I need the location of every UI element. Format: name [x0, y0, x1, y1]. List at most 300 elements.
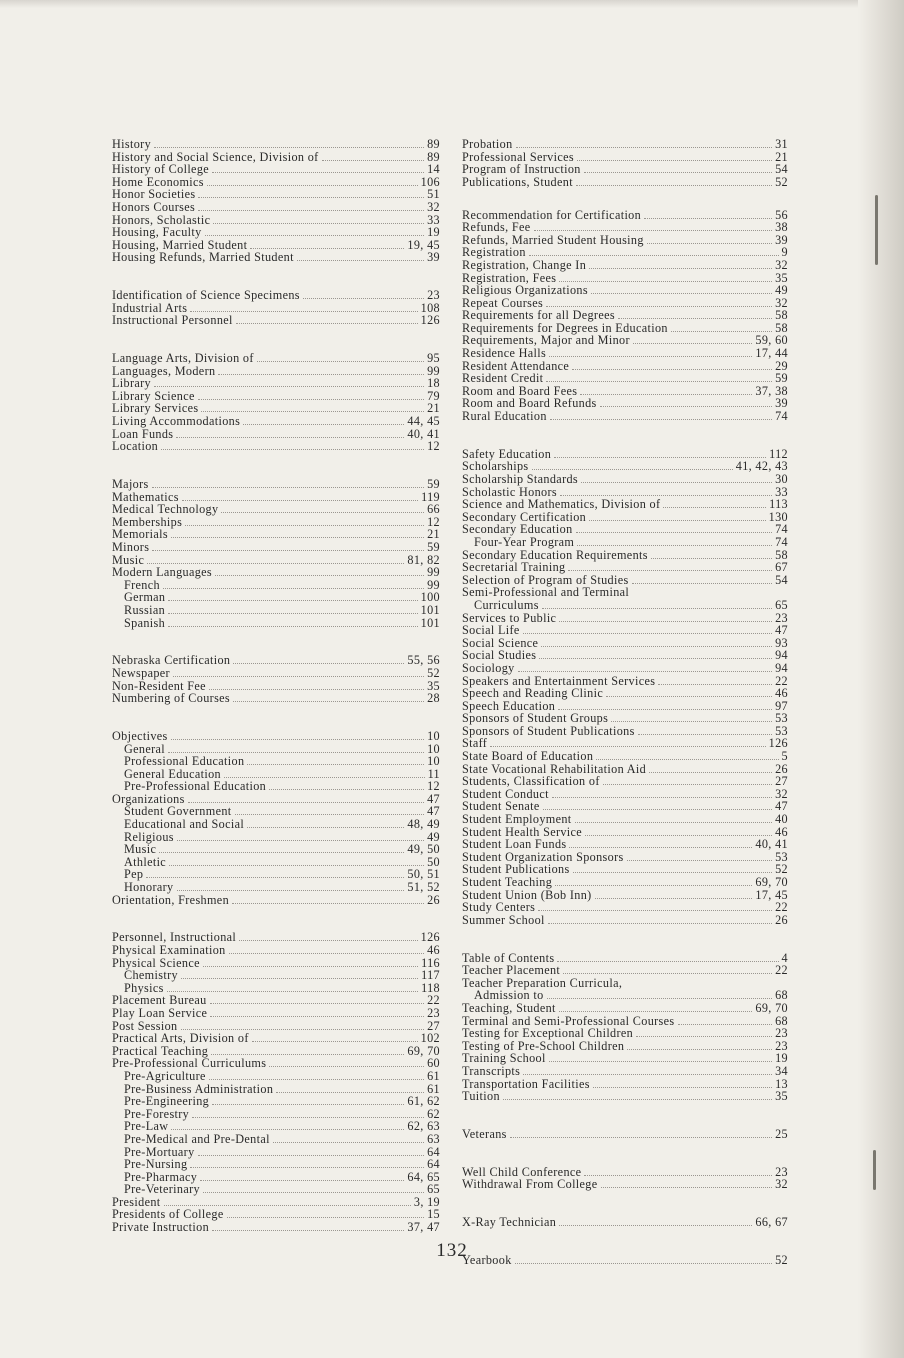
index-term: Transcripts: [462, 1063, 521, 1078]
index-term: Student Employment: [462, 812, 572, 827]
index-term: Organizations: [112, 791, 185, 806]
dot-leader: [207, 177, 418, 186]
dot-leader: [516, 139, 773, 148]
page-reference: 41, 42, 43: [735, 459, 788, 474]
page-reference: 95: [427, 351, 440, 366]
dot-leader: [585, 827, 772, 836]
index-term: Honorary: [124, 880, 174, 895]
dot-leader: [159, 844, 404, 853]
dot-leader: [554, 449, 766, 458]
index-subentry: [112, 969, 440, 982]
page-reference: 32: [775, 257, 788, 272]
index-entry: [112, 138, 440, 151]
dot-leader: [632, 575, 773, 584]
index-term: Scholarships: [462, 459, 529, 474]
dot-leader: [169, 857, 424, 866]
dot-leader: [198, 189, 424, 198]
page-reference: 37, 47: [407, 1220, 440, 1235]
index-term: Rural Education: [462, 409, 547, 424]
index-term: Non-Resident Fee: [112, 678, 206, 693]
page-reference: 65: [775, 597, 788, 612]
dot-leader: [589, 260, 772, 269]
section-gap: [112, 906, 440, 931]
page-reference: 9: [781, 245, 788, 260]
dot-leader: [591, 285, 772, 294]
index-entry: [112, 1007, 440, 1020]
index-term: Sociology: [462, 660, 515, 675]
page-reference: 99: [427, 577, 440, 592]
index-entry: [462, 1065, 788, 1078]
index-term: Private Instruction: [112, 1220, 210, 1235]
index-term: State Vocational Rehabilitation Aid: [462, 761, 647, 776]
page-reference: 99: [427, 565, 440, 580]
page-reference: 69, 70: [755, 1000, 788, 1015]
page-reference: 113: [769, 497, 788, 512]
dot-leader: [603, 776, 772, 785]
index-term: Loan Funds: [112, 426, 174, 441]
page-reference: 11: [427, 766, 440, 781]
page-reference: 19, 45: [407, 237, 440, 252]
index-term: Nebraska Certification: [112, 653, 231, 668]
index-term: Social Studies: [462, 648, 537, 663]
index-entry: [462, 813, 788, 826]
index-entry: [112, 365, 440, 378]
index-term: Library: [112, 376, 151, 391]
index-term: President: [112, 1194, 161, 1209]
page-reference: 44, 45: [407, 414, 440, 429]
index-term: Identification of Science Specimens: [112, 288, 300, 303]
index-entry: [112, 251, 440, 264]
dot-leader: [198, 202, 424, 211]
index-term: Student Health Service: [462, 824, 583, 839]
dot-leader: [581, 474, 772, 483]
page-reference: 33: [427, 212, 440, 227]
dot-leader: [572, 361, 772, 370]
page-reference: 94: [775, 648, 788, 663]
index-entry: [462, 138, 788, 151]
page-reference: 59, 60: [755, 333, 788, 348]
index-term: Student Publications: [462, 862, 570, 877]
index-term: Student Loan Funds: [462, 837, 567, 852]
page-reference: 12: [427, 779, 440, 794]
index-term: Home Economics: [112, 174, 204, 189]
page-reference: 56: [775, 207, 788, 222]
page-reference: 23: [775, 1164, 788, 1179]
page-reference: 59: [427, 477, 440, 492]
section-gap: [462, 188, 788, 208]
index-term: Study Centers: [462, 900, 536, 915]
dot-leader: [221, 504, 424, 513]
index-term: Play Loan Service: [112, 1005, 208, 1020]
section-gap: [462, 926, 788, 951]
index-term: Pre-Pharmacy: [124, 1169, 198, 1184]
dot-leader: [560, 487, 772, 496]
section-gap: [462, 1191, 788, 1216]
index-term: Student Union (Bob Inn): [462, 887, 592, 902]
index-entry: [112, 377, 440, 390]
dot-leader: [233, 655, 404, 664]
dot-leader: [573, 864, 773, 873]
page-reference: 17, 45: [755, 887, 788, 902]
page-reference: 5: [781, 749, 788, 764]
page-reference: 66, 67: [755, 1215, 788, 1230]
page-reference: 52: [775, 862, 788, 877]
page-reference: 19: [427, 225, 440, 240]
dot-leader: [215, 567, 424, 576]
index-term: Spanish: [124, 615, 166, 630]
dot-leader: [273, 1134, 424, 1143]
dot-leader: [555, 877, 752, 886]
index-term: Registration: [462, 245, 526, 260]
index-term: Registration, Fees: [462, 270, 557, 285]
page-reference: 39: [775, 232, 788, 247]
dot-leader: [269, 1058, 424, 1067]
index-entry: [112, 566, 440, 579]
index-term: Religious Organizations: [462, 283, 588, 298]
index-term: Testing for Exceptional Children: [462, 1026, 634, 1041]
page-reference: 31: [775, 137, 788, 151]
index-term: Terminal and Semi-Professional Courses: [462, 1013, 675, 1028]
page-reference: 17, 44: [755, 346, 788, 361]
page-reference: 27: [427, 1018, 440, 1033]
index-entry: [462, 624, 788, 637]
dot-leader: [212, 1222, 404, 1231]
page-reference: 52: [427, 665, 440, 680]
page-reference: 51: [427, 187, 440, 202]
index-entry: [112, 503, 440, 516]
index-term: Living Accommodations: [112, 414, 241, 429]
page-reference: 32: [775, 295, 788, 310]
dot-leader: [168, 592, 417, 601]
page-reference: 23: [427, 1005, 440, 1020]
page-reference: 35: [775, 1089, 788, 1104]
index-term: Chemistry: [124, 968, 178, 983]
index-entry: [112, 289, 440, 302]
dot-leader: [523, 1066, 772, 1075]
index-term: History: [112, 137, 152, 151]
index-term: Presidents of College: [112, 1207, 224, 1222]
page-reference: 23: [775, 1038, 788, 1053]
index-term: Recommendation for Certification: [462, 207, 642, 222]
page-reference: 18: [427, 376, 440, 391]
index-term: Teacher Preparation Curricula,: [462, 975, 623, 990]
index-subentry: [112, 617, 440, 630]
dot-leader: [636, 1028, 772, 1037]
index-term: Languages, Modern: [112, 363, 216, 378]
section-gap: [462, 1140, 788, 1165]
page-reference: 60: [427, 1056, 440, 1071]
page-reference: 26: [427, 892, 440, 907]
dot-leader: [534, 222, 773, 231]
page-reference: 22: [775, 900, 788, 915]
index-entry: [462, 1216, 788, 1229]
index-subentry: [112, 831, 440, 844]
page-reference: 81, 82: [407, 552, 440, 567]
index-term: Sponsors of Student Publications: [462, 723, 635, 738]
page-reference: 32: [775, 1177, 788, 1192]
section-gap: [112, 453, 440, 478]
index-subentry: [112, 818, 440, 831]
index-term: Requirements for Degrees in Education: [462, 320, 668, 335]
dot-leader: [542, 600, 772, 609]
index-term: Secondary Education Requirements: [462, 547, 648, 562]
index-subentry: [112, 1070, 440, 1083]
dot-leader: [510, 1129, 772, 1138]
page-reference: 61, 62: [407, 1094, 440, 1109]
dot-leader: [658, 676, 772, 685]
index-term: Room and Board Fees: [462, 383, 578, 398]
page-reference: 99: [427, 363, 440, 378]
index-term: Science and Mathematics, Division of: [462, 497, 661, 512]
page-reference: 53: [775, 723, 788, 738]
index-term: Resident Credit: [462, 371, 544, 386]
index-entry: [462, 163, 788, 176]
page-reference: 68: [775, 1013, 788, 1028]
index-term: Language Arts, Division of: [112, 351, 254, 366]
page-reference: 22: [775, 673, 788, 688]
page-reference: 101: [420, 615, 440, 630]
page-reference: 35: [427, 678, 440, 693]
index-term: Minors: [112, 540, 150, 554]
index-term: Physical Examination: [112, 943, 226, 957]
dot-leader: [181, 970, 418, 979]
page-reference: 49, 50: [407, 842, 440, 857]
page-reference: 28: [427, 691, 440, 706]
index-term: Scholastic Honors: [462, 484, 557, 499]
index-subentry: [112, 856, 440, 869]
index-term: Honors Courses: [112, 199, 196, 214]
index-entry: [462, 221, 788, 234]
page-reference: 32: [427, 199, 440, 214]
index-term: Orientation, Freshmen: [112, 892, 230, 907]
page-reference: 65: [427, 1182, 440, 1197]
dot-leader: [218, 366, 424, 375]
index-subentry: [112, 755, 440, 768]
index-term: Refunds, Fee: [462, 220, 531, 235]
dot-leader: [252, 1033, 418, 1042]
index-entry: [112, 1032, 440, 1045]
index-term: Pre-Agriculture: [124, 1068, 206, 1083]
index-entry: [462, 687, 788, 700]
index-entry: [462, 176, 788, 189]
page-reference: 93: [775, 635, 788, 650]
index-entry: [462, 838, 788, 851]
page-reference: 13: [775, 1076, 788, 1091]
page-reference: 101: [420, 602, 440, 617]
index-term: Housing, Faculty: [112, 225, 202, 240]
index-subentry: [112, 780, 440, 793]
page-reference: 40: [775, 812, 788, 827]
dot-leader: [550, 411, 772, 420]
page-reference: 49: [775, 283, 788, 298]
index-entry: [112, 894, 440, 907]
page-reference: 10: [427, 741, 440, 756]
page-reference: 23: [427, 288, 440, 303]
dot-leader: [239, 932, 417, 941]
index-subentry: [112, 1133, 440, 1146]
index-column-right: [462, 138, 788, 1266]
dot-leader: [190, 303, 417, 312]
page-reference: 22: [427, 993, 440, 1008]
index-term: Numbering of Courses: [112, 691, 231, 706]
dot-leader: [247, 819, 404, 828]
dot-leader: [168, 605, 418, 614]
margin-mark: [875, 195, 878, 265]
page-reference: 50, 51: [407, 867, 440, 882]
page-reference: 47: [775, 623, 788, 638]
index-term: Training School: [462, 1051, 546, 1066]
index-entry: [112, 226, 440, 239]
index-term: Curriculums: [474, 597, 539, 612]
dot-leader: [576, 177, 772, 186]
index-term: Probation: [462, 137, 513, 151]
index-term: Withdrawal From College: [462, 1177, 598, 1192]
index-entry: [112, 692, 440, 705]
dot-leader: [167, 983, 418, 992]
dot-leader: [177, 832, 424, 841]
page-reference: 15: [427, 1207, 440, 1222]
dot-leader: [627, 852, 773, 861]
page-reference: 33: [775, 484, 788, 499]
section-gap: [462, 1103, 788, 1128]
index-entry: [462, 1078, 788, 1091]
index-term: Russian: [124, 602, 166, 617]
index-term: Educational and Social: [124, 817, 245, 832]
index-subentry: [112, 843, 440, 856]
page-reference: 12: [427, 514, 440, 529]
dot-leader: [303, 290, 424, 299]
index-entry: [462, 309, 788, 322]
page-reference: 62, 63: [407, 1119, 440, 1134]
page-reference: 52: [775, 1252, 788, 1267]
dot-leader: [201, 403, 424, 412]
dot-leader: [580, 386, 752, 395]
index-entry: [112, 541, 440, 554]
index-entry: [462, 712, 788, 725]
dot-leader: [600, 398, 772, 407]
page-reference: 21: [775, 149, 788, 164]
page-reference: 30: [775, 472, 788, 486]
index-term: Semi-Professional and Terminal: [462, 585, 630, 600]
index-term: Refunds, Married Student Housing: [462, 232, 644, 247]
page-reference: 58: [775, 320, 788, 335]
index-entry: [112, 440, 440, 453]
page-reference: 39: [427, 250, 440, 265]
page-reference: 130: [768, 509, 788, 524]
page-reference: 102: [420, 1031, 440, 1046]
dot-leader: [168, 618, 418, 627]
page-reference: 74: [775, 409, 788, 424]
page-reference: 23: [775, 1026, 788, 1041]
dot-leader: [203, 958, 418, 967]
index-term: Professional Education: [124, 754, 245, 769]
page-reference: 64: [427, 1157, 440, 1172]
index-term: Student Government: [124, 804, 232, 819]
page-reference: 40, 41: [755, 837, 788, 852]
dot-leader: [644, 210, 772, 219]
page-reference: 48, 49: [407, 817, 440, 832]
index-term: Pep: [124, 867, 144, 882]
page-reference: 106: [420, 174, 440, 189]
index-term: Student Conduct: [462, 786, 549, 801]
index-term: Admission to: [474, 988, 544, 1003]
dot-leader: [297, 252, 424, 261]
index-term: Selection of Program of Studies: [462, 572, 629, 587]
index-term: Pre-Veterinary: [124, 1182, 200, 1197]
dot-leader: [209, 681, 424, 690]
page-reference: 74: [775, 522, 788, 537]
index-term: Students, Classification of: [462, 774, 600, 789]
index-term: Student Senate: [462, 799, 540, 814]
index-term: Practical Teaching: [112, 1043, 209, 1058]
dot-leader: [539, 650, 772, 659]
page-reference: 116: [421, 955, 440, 970]
index-entry: [112, 352, 440, 365]
index-entry: [462, 964, 788, 977]
dot-leader: [200, 1172, 404, 1181]
page-reference: 25: [775, 1126, 788, 1141]
index-term: Pre-Professional Education: [124, 779, 267, 794]
index-entry: [462, 498, 788, 511]
index-term: Resident Attendance: [462, 358, 570, 373]
dot-leader: [503, 1091, 772, 1100]
dot-leader: [678, 1016, 773, 1025]
index-entry: [112, 528, 440, 541]
section-gap: [462, 423, 788, 448]
dot-leader: [171, 1121, 404, 1130]
dot-leader: [633, 335, 753, 344]
dot-leader: [168, 744, 424, 753]
index-term: Pre-Professional Curriculums: [112, 1056, 267, 1071]
page-right-edge-shadow: [858, 0, 904, 1358]
index-term: Pre-Nursing: [124, 1157, 188, 1172]
dot-leader: [593, 1079, 772, 1088]
dot-leader: [559, 1003, 753, 1012]
index-subentry: [112, 1158, 440, 1171]
index-term: Pre-Engineering: [124, 1094, 210, 1109]
index-term: Requirements for all Degrees: [462, 308, 615, 323]
index-term: Professional Services: [462, 149, 574, 164]
dot-leader: [559, 613, 772, 622]
dot-leader: [577, 152, 772, 161]
dot-leader: [235, 806, 425, 815]
index-entry: [112, 730, 440, 743]
page-reference: 112: [769, 446, 788, 461]
index-term: German: [124, 590, 166, 605]
dot-leader: [546, 373, 772, 382]
dot-leader: [559, 273, 772, 282]
dot-leader: [558, 701, 772, 710]
index-term: Medical Technology: [112, 502, 219, 517]
index-term: Placement Bureau: [112, 993, 207, 1008]
dot-leader: [233, 693, 424, 702]
page-reference: 47: [775, 799, 788, 814]
dot-leader: [638, 726, 772, 735]
page-reference: 50: [427, 854, 440, 869]
index-term: Residence Halls: [462, 346, 547, 361]
index-term: Veterans: [462, 1126, 507, 1141]
index-term: Pre-Law: [124, 1119, 169, 1134]
dot-leader: [651, 550, 772, 559]
page-reference: 64, 65: [407, 1169, 440, 1184]
page-reference: 27: [775, 774, 788, 789]
page-reference: 53: [775, 849, 788, 864]
index-term: Safety Education: [462, 446, 552, 461]
index-entry: [112, 415, 440, 428]
index-term: Pre-Business Administration: [124, 1081, 274, 1096]
index-entry: [112, 314, 440, 327]
dot-leader: [649, 764, 772, 773]
